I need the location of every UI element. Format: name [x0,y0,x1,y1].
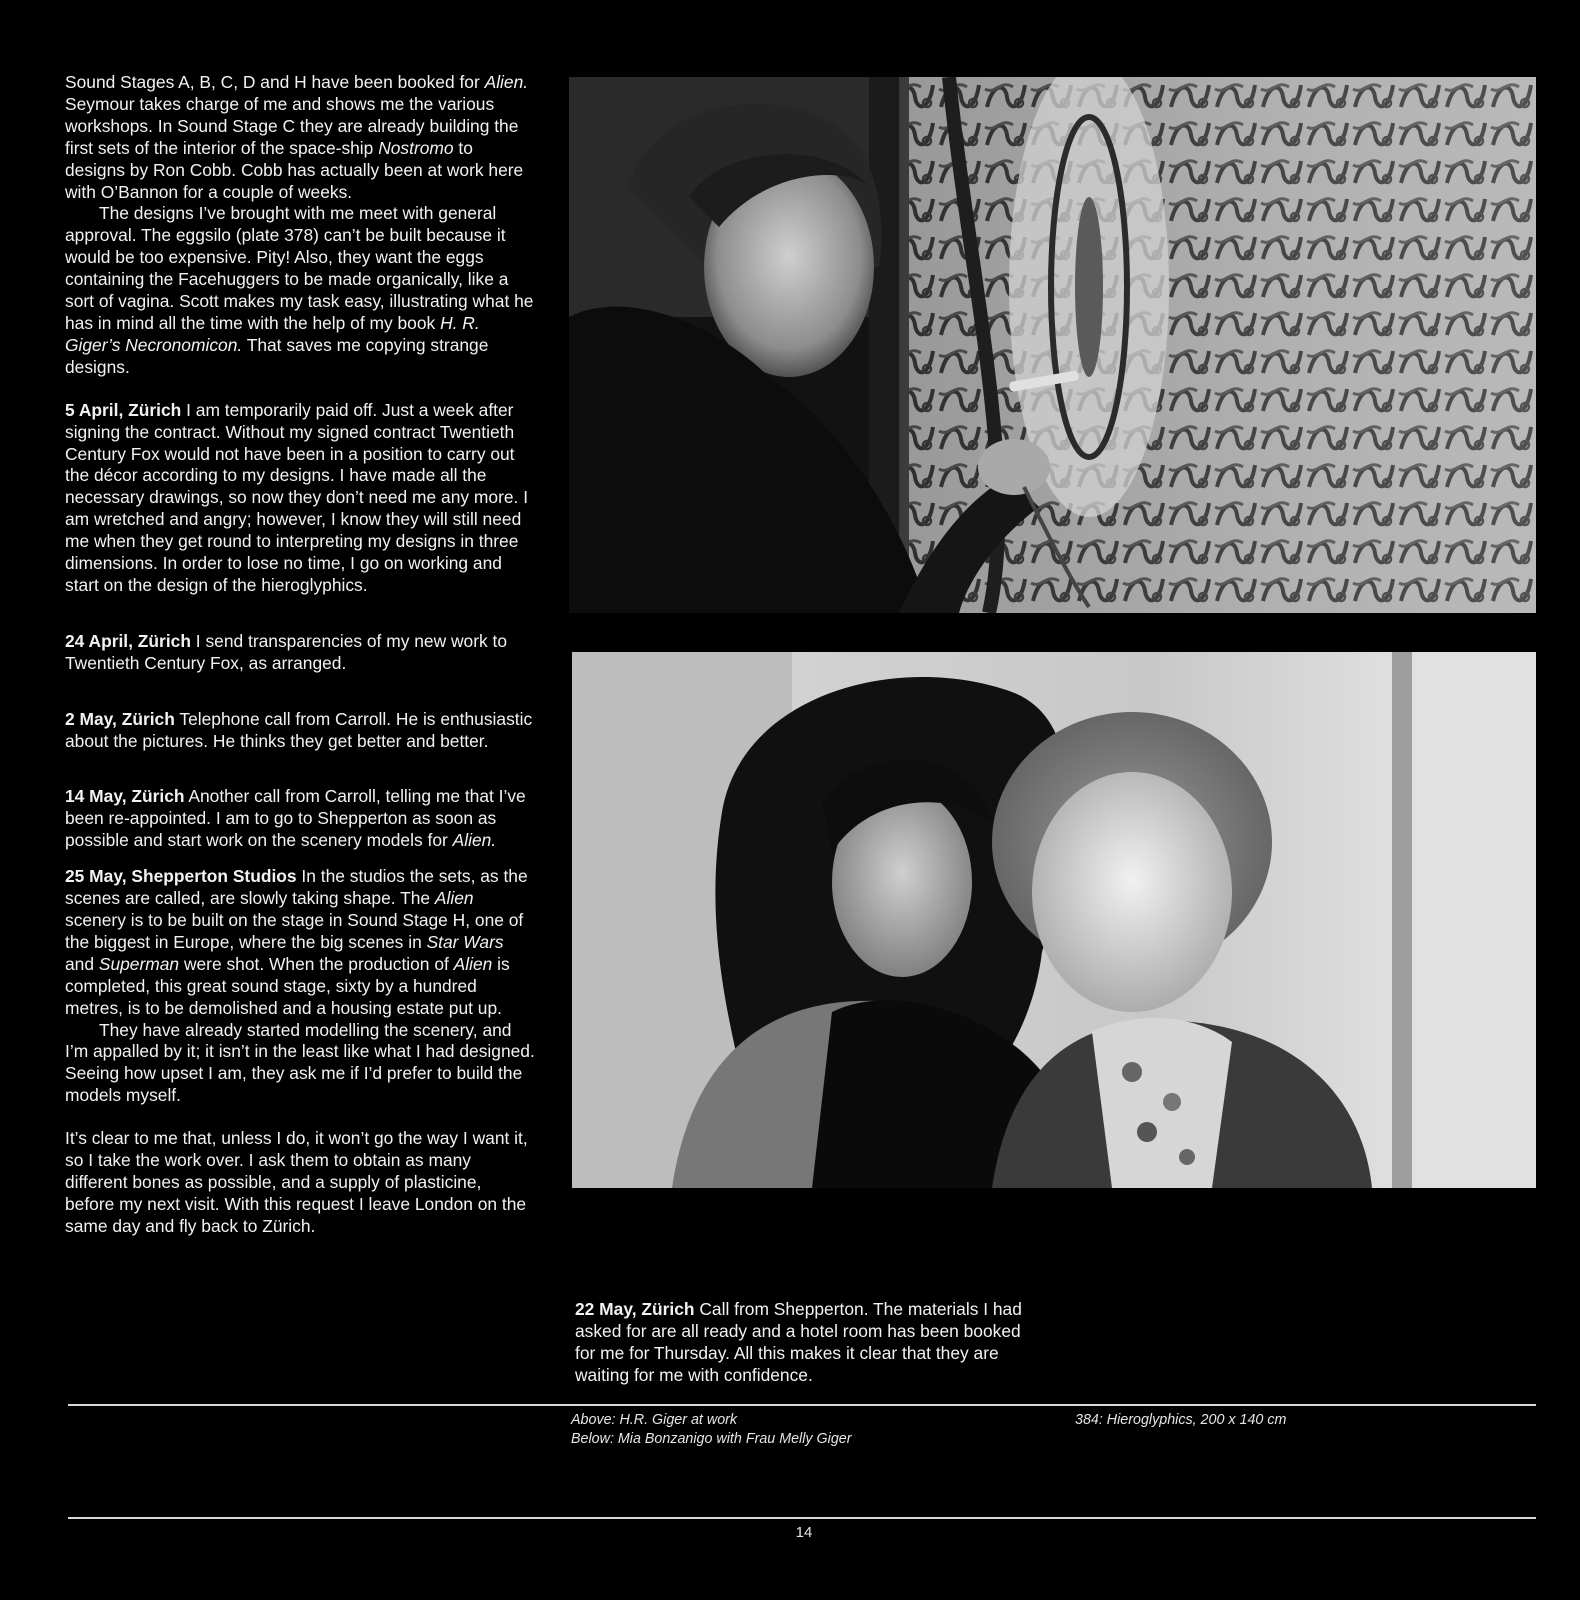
photo-mia-and-melly-giger [572,652,1536,1188]
entry-5-april: 5 April, Zürich I am temporarily paid off. Just a week after signing the contract. Without my signed contract Twentieth Century Fox would not have been in a position to carry out the décor according to my designs. I have made all the necessary drawings, so now they don’t need me any more. I am wretched and angry; however, I know they will still need me when they get round to interpreting my designs in three dimensions. In order to lose no time, I go on working and start on the design of the hieroglyphics. [65,399,529,595]
entry-heading: 24 April, Zürich [65,630,191,651]
photo-artist-at-work [569,77,1536,613]
left-text-column [65,72,535,1238]
caption-plate: 384: Hieroglyphics, 200 x 140 cm [1075,1412,1287,1428]
caption-divider-rule [68,1404,1536,1406]
footer-divider-rule [68,1517,1536,1519]
entry-heading: 25 May, Shepperton Studios [65,866,297,887]
entry-heading: 2 May, Zürich [65,708,175,729]
photo-artist-at-work-image [569,77,1536,613]
entry-24-april: 24 April, Zürich I send transparencies of my new work to Twentieth Century Fox, as arranged. [65,630,508,673]
entry-heading: 5 April, Zürich [65,399,182,420]
page-number: 14 [795,1524,813,1541]
caption-above: Above: H.R. Giger at work [571,1412,738,1428]
entry-heading: 14 May, Zürich [65,786,185,807]
entry-heading: 22 May, Zürich [575,1299,695,1319]
photo-mia-and-melly-giger-image [572,652,1536,1188]
entry-14-may: 14 May, Zürich Another call from Carroll, telling me that I’ve been re-appointed. I am to go to Shepperton as soon as possible and start work on the scenery models for Alien. [65,786,526,851]
paragraph-take-over: It’s clear to me that, unless I do, it won’t go the way I want it, so I take the work over. I ask them to obtain as many different bones as possible, and a supply of plasticine, before my next visit. With this request I leave London on the same day and fly back to Zürich. [65,1128,528,1236]
paragraph-designs: The designs I’ve brought with me meet with general approval. The eggsilo (plate 378) can’t be built because it would be too expensive. Pity! Also, they want the eggs containing the Facehuggers to be made organically, like a sort of vagina. Scott makes my task easy, illustrating what he has in mind all the time with the help of my book H. R. Giger’s Necronomicon. That saves me copying strange designs. [65,203,534,377]
right-text-column [575,1299,1045,1387]
paragraph-modelling: They have already started modelling the scenery, and I’m appalled by it; it isn’t in the least like what I had designed. Seeing how upset I am, they ask me if I’d prefer to build the models myself. [65,1019,535,1106]
plate-caption [1075,1411,1286,1430]
entry-22-may: 22 May, Zürich Call from Shepperton. The materials I had asked for are all ready and a hotel room has been booked for me for Thursday. All this makes it clear that they are waiting for me with confidence. [575,1299,1022,1385]
paragraph-intro: Sound Stages A, B, C, D and H have been booked for Alien. Seymour takes charge of me and shows me the various workshops. In Sound Stage C they are already building the first sets of the interior of the space-ship Nostromo to designs by Ron Cobb. Cobb has actually been at work here with O’Bannon for a couple of weeks. [65,72,529,202]
caption-below: Below: Mia Bonzanigo with Frau Melly Giger [571,1431,852,1447]
photo-captions [571,1411,852,1449]
entry-2-may: 2 May, Zürich Telephone call from Carroll. He is enthusiastic about the pictures. He thinks they get better and better. [65,708,533,751]
entry-25-may: 25 May, Shepperton Studios In the studios the sets, as the scenes are called, are slowly taking shape. The Alien scenery is to be built on the stage in Sound Stage H, one of the biggest in Europe, where the big scenes in Star Wars and Superman were shot. When the production of Alien is completed, this great sound stage, sixty by a hundred metres, is to be demolished and a housing estate put up. [65,866,528,1018]
